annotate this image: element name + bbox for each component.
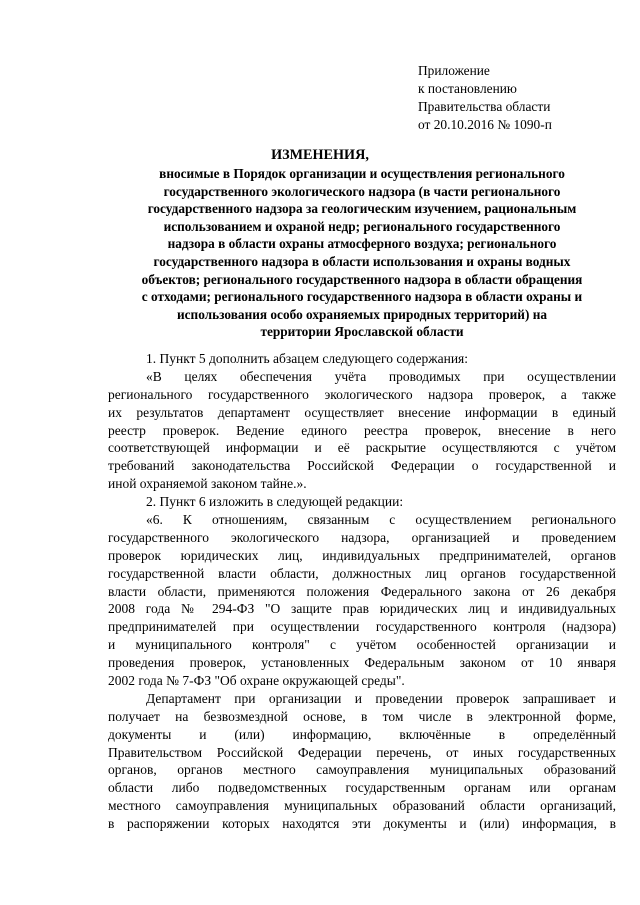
body-line: государственной власти области, должностных лиц органов государственной xyxy=(108,565,616,581)
body-line: органов, органов местного самоуправления муниципальных образований xyxy=(108,762,616,778)
body-line: регионального государственного экологического надзора проверок, а также xyxy=(108,386,616,402)
body-line: 2002 года № 7-ФЗ "Об охране окружающей среды". xyxy=(108,673,405,689)
body-line: реестр проверок. Ведение единого реестра проверок, внесение в него xyxy=(108,422,616,438)
body-line: 1. Пункт 5 дополнить абзацем следующего содержания: xyxy=(146,351,469,366)
body-line: области либо подведомственных государственным органам или органам xyxy=(108,780,616,796)
body-line: «6. К отношениям, связанным с осуществлением регионального xyxy=(146,512,616,528)
body-line: документы и (или) информацию, включённые в определённый xyxy=(108,726,616,742)
body-line: требований законодательства Российской Федерации о государственной и xyxy=(108,458,616,474)
body-line: их результатов департамент осуществляет внесение информации в единый xyxy=(108,404,616,420)
subtitle-line: вносимые в Порядок организации и осуществления регионального xyxy=(159,166,565,181)
body-line: проверок юридических лиц, индивидуальных предпринимателей, органов xyxy=(108,547,616,563)
appendix-date-number: от 20.10.2016 № 1090-п xyxy=(418,117,552,132)
appendix-header xyxy=(418,62,618,134)
subtitle-line: территории Ярославской области xyxy=(260,324,464,340)
subtitle-line: государственного надзора за геологическим изучением, рациональным xyxy=(147,201,577,217)
body-line: Департамент при организации и проведении проверок запрашивает и xyxy=(146,690,616,706)
body-line: 2. Пункт 6 изложить в следующей редакции: xyxy=(146,494,404,510)
body-line: предпринимателей при осуществлении государственного контроля (надзора) xyxy=(108,619,616,635)
appendix-line: Правительства области xyxy=(418,99,551,114)
body-line: местного самоуправления муниципальных образований области организаций, xyxy=(108,798,616,814)
subtitle-line: использованием и охраной недр; регионального государственного xyxy=(163,218,561,234)
body-line: в распоряжении которых находятся эти документы и (или) информация, в xyxy=(108,816,616,832)
body-line: Правительством Российской Федерации перечень, от иных государственных xyxy=(108,744,616,760)
subtitle-line: объектов; регионального государственного надзора в области обращения xyxy=(141,271,583,287)
body-line: «В целях обеспечения учёта проводимых при осуществлении xyxy=(146,368,616,384)
body-line: проведения проверок, установленных Федеральным законом от 10 января xyxy=(108,655,616,671)
document-subtitle xyxy=(108,165,616,341)
subtitle-line: надзора в области охраны атмосферного воздуха; регионального xyxy=(167,236,557,252)
appendix-line: к постановлению xyxy=(418,81,517,96)
document-body xyxy=(108,350,616,833)
subtitle-line: использования особо охраняемых природных территорий) на xyxy=(176,306,548,322)
body-line: и муниципального контроля" с учётом особенностей организации и xyxy=(108,637,616,653)
body-line: власти области, применяются положения Федерального закона от 26 декабря xyxy=(108,583,616,599)
body-line: иной охраняемой законом тайне.». xyxy=(108,476,307,492)
subtitle-line: государственного экологического надзора (в части регионального xyxy=(163,183,561,199)
body-line: 2008 года № 294-ФЗ "О защите прав юридических лиц и индивидуальных xyxy=(108,601,616,617)
body-line: соответствующей информации и её раскрытие осуществляются с учётом xyxy=(108,440,616,456)
subtitle-line: государственного надзора в области использования и охраны водных xyxy=(153,253,571,269)
body-line: получает на безвозмездной основе, в том числе в электронной форме, xyxy=(108,708,616,724)
appendix-line: Приложение xyxy=(418,63,490,78)
subtitle-line: с отходами; регионального государственного надзора в области охраны и xyxy=(141,289,583,305)
document-title: ИЗМЕНЕНИЯ, xyxy=(271,147,369,163)
body-line: государственного экологического надзора, организацией и проведением xyxy=(108,529,616,545)
